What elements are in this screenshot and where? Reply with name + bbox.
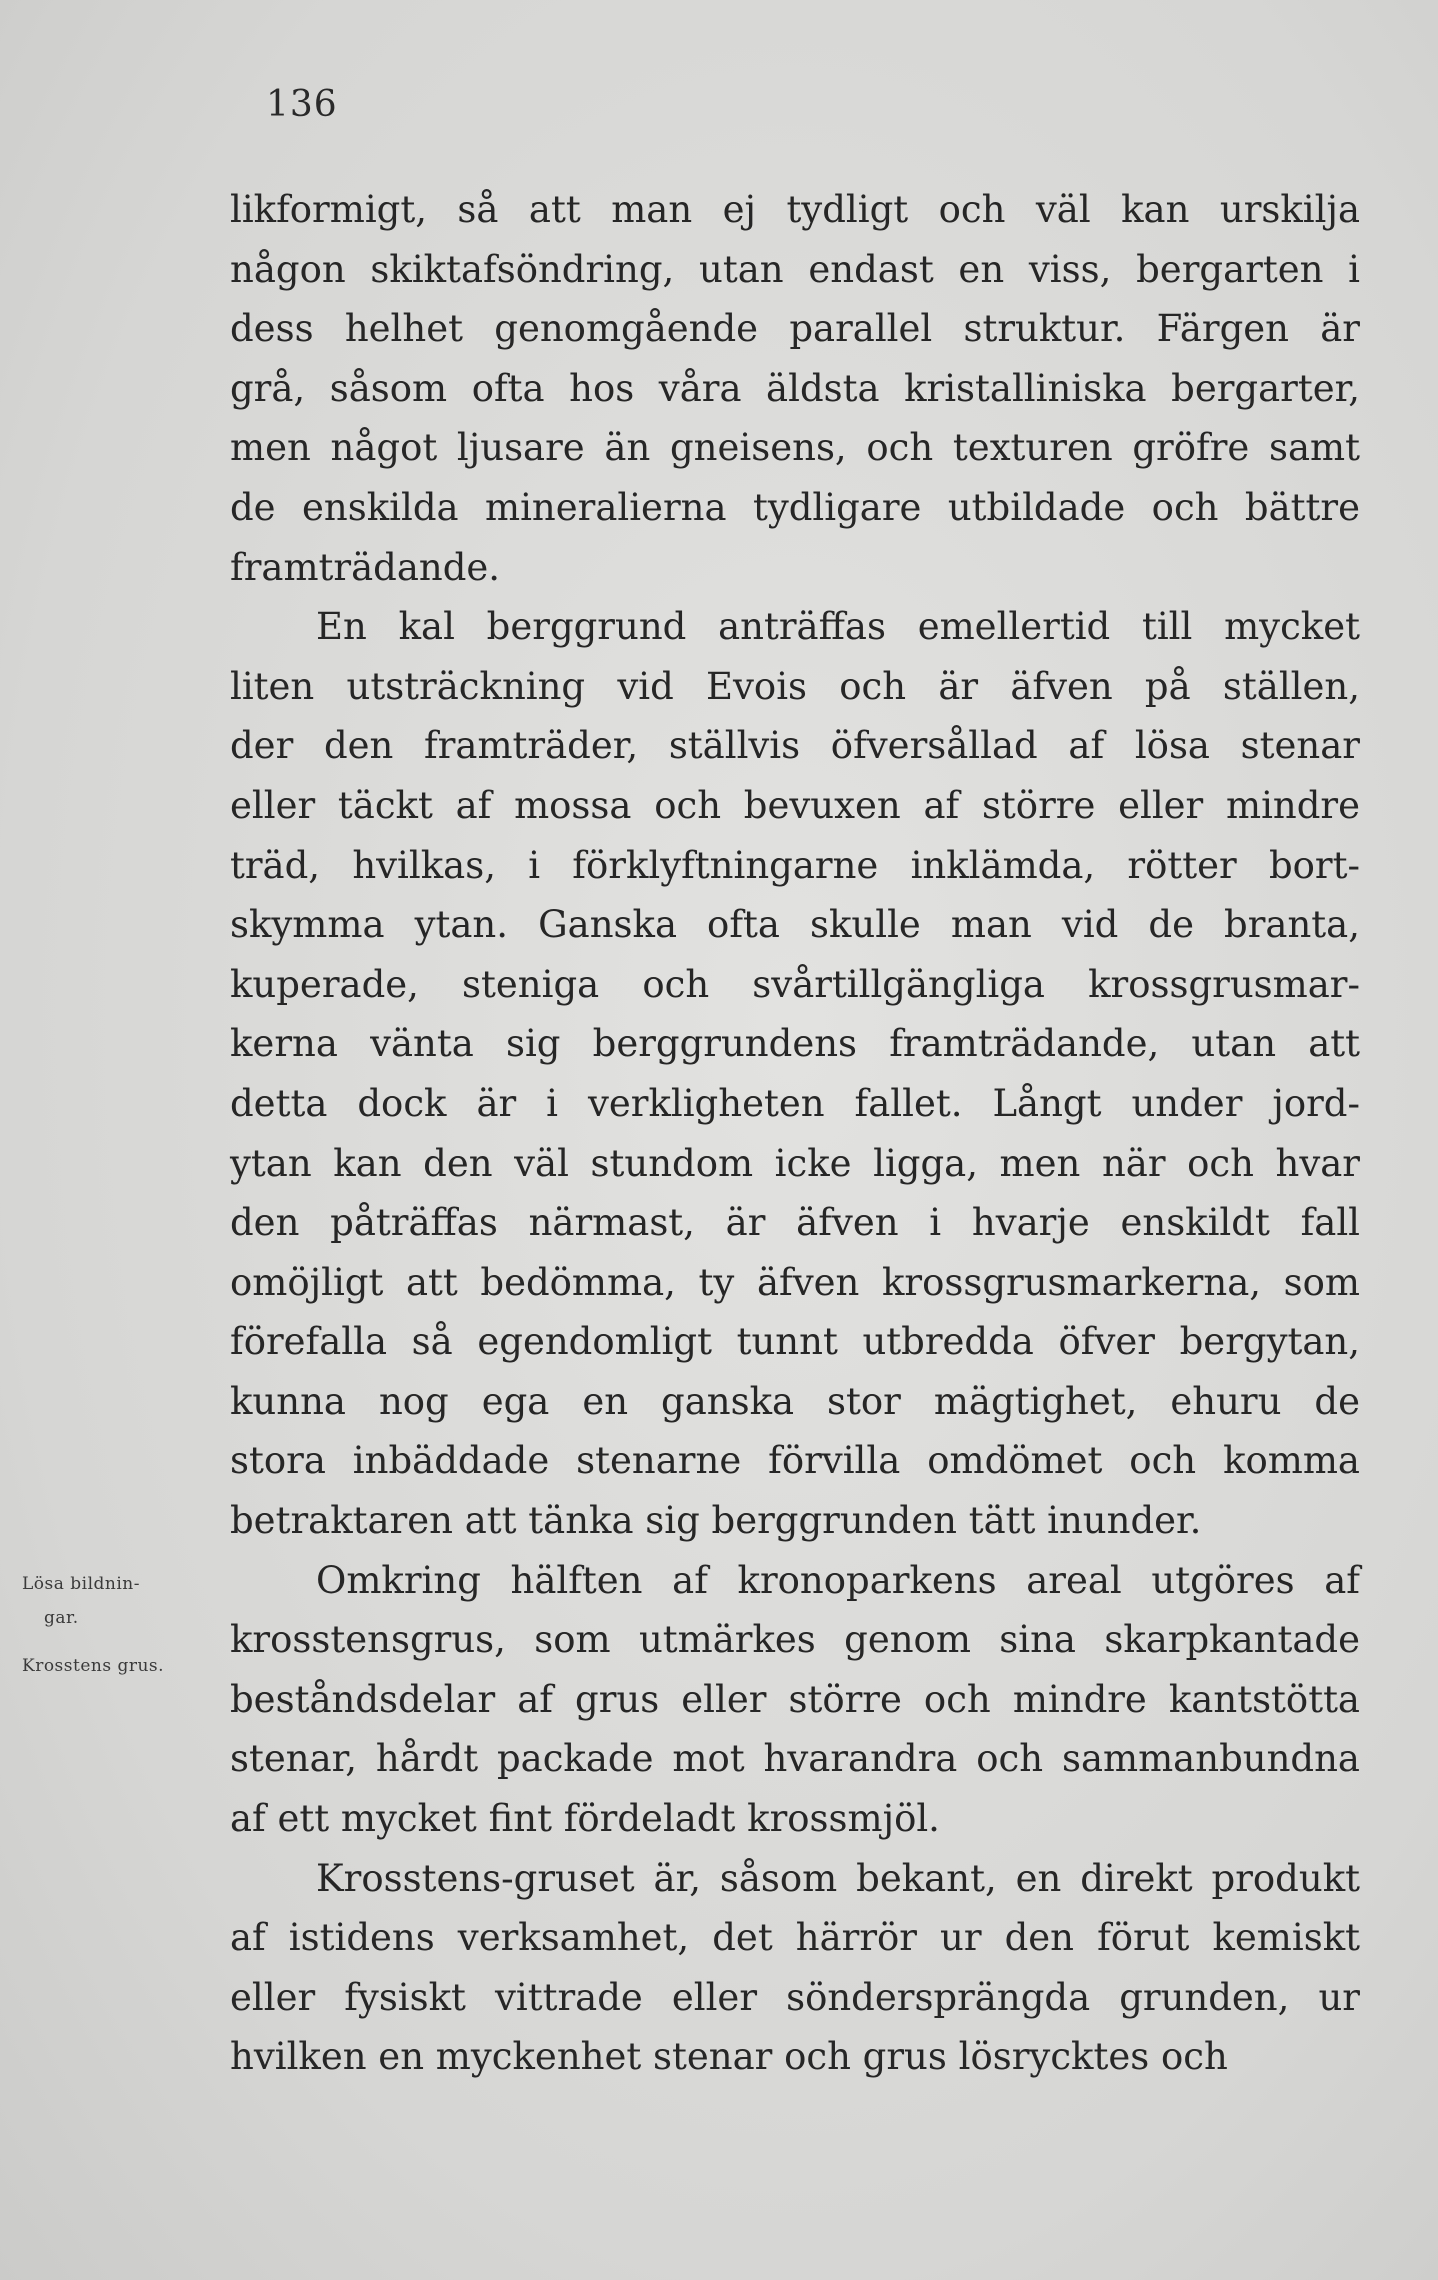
paragraph xyxy=(230,1849,1360,2087)
text-line: skymma ytan. Ganska ofta skulle man vid de branta, xyxy=(230,903,1360,947)
text-line: kerna vänta sig berggrundens framträdande, utan att xyxy=(230,1022,1360,1066)
margin-note-losa-bildningar: Lösa bildnin- xyxy=(22,1574,141,1594)
text-line: grå, såsom ofta hos våra äldsta kristalliniska bergarter, xyxy=(230,366,1360,410)
text-line: omöjligt att bedömma, ty äfven krossgrusmarkerna, som xyxy=(230,1260,1360,1304)
text-line: af ett mycket fint fördeladt krossmjöl. xyxy=(230,1797,940,1841)
text-line: beståndsdelar af grus eller större och mindre kantstötta xyxy=(230,1677,1360,1721)
text-line: eller fysiskt vittrade eller söndersprängda grunden, ur xyxy=(230,1975,1360,2019)
text-line: någon skiktafsöndring, utan endast en viss, bergarten i xyxy=(230,247,1360,291)
text-line: der den framträder, ställvis öfversållad af lösa stenar xyxy=(230,724,1360,768)
text-line: framträdande. xyxy=(230,545,501,589)
text-line: kuperade, steniga och svårtillgängliga krossgrusmar- xyxy=(230,962,1360,1006)
text-line: kunna nog ega en ganska stor mägtighet, ehuru de xyxy=(230,1379,1360,1423)
text-line: liten utsträckning vid Evois och är äfven på ställen, xyxy=(230,664,1360,708)
text-line: ytan kan den väl stundom icke ligga, men när och hvar xyxy=(230,1141,1360,1185)
text-line: den påträffas närmast, är äfven i hvarje enskildt fall xyxy=(230,1201,1360,1245)
paragraph xyxy=(230,1551,1360,1849)
paragraph xyxy=(230,180,1360,597)
margin-note-losa-bildningar-cont: gar. xyxy=(44,1608,79,1628)
text-line: stora inbäddade stenarne förvilla omdömet och komma xyxy=(230,1439,1360,1483)
text-line: stenar, hårdt packade mot hvarandra och sammanbundna xyxy=(230,1737,1360,1781)
text-line: men något ljusare än gneisens, och texturen gröfre samt xyxy=(230,426,1360,470)
text-line: Krosstens-gruset är, såsom bekant, en direkt produkt xyxy=(316,1856,1360,1900)
text-line: En kal berggrund anträffas emellertid till mycket xyxy=(316,605,1360,649)
text-line: detta dock är i verkligheten fallet. Långt under jord- xyxy=(230,1081,1360,1125)
page-number: 136 xyxy=(266,84,338,125)
margin-note-krosstens-grus: Krosstens grus. xyxy=(22,1656,165,1676)
text-line: de enskilda mineralierna tydligare utbildade och bättre xyxy=(230,485,1360,529)
body-text xyxy=(230,180,1360,2087)
paragraph xyxy=(230,597,1360,1551)
text-line: förefalla så egendomligt tunnt utbredda öfver bergytan, xyxy=(230,1320,1360,1364)
text-line: träd, hvilkas, i förklyftningarne inklämda, rötter bort- xyxy=(230,843,1360,887)
text-line: dess helhet genomgående parallel struktur. Färgen är xyxy=(230,307,1360,351)
text-line: hvilken en myckenhet stenar och grus lösrycktes och xyxy=(230,2035,1228,2079)
text-line: af istidens verksamhet, det härrör ur den förut kemiskt xyxy=(230,1916,1360,1960)
text-line: eller täckt af mossa och bevuxen af större eller mindre xyxy=(230,783,1360,827)
text-line: betraktaren att tänka sig berggrunden tätt inunder. xyxy=(230,1499,1202,1543)
text-line: likformigt, så att man ej tydligt och väl kan urskilja xyxy=(230,188,1360,231)
text-line: krosstensgrus, som utmärkes genom sina skarpkantade xyxy=(230,1618,1360,1662)
text-line: Omkring hälften af kronoparkens areal utgöres af xyxy=(316,1558,1360,1602)
